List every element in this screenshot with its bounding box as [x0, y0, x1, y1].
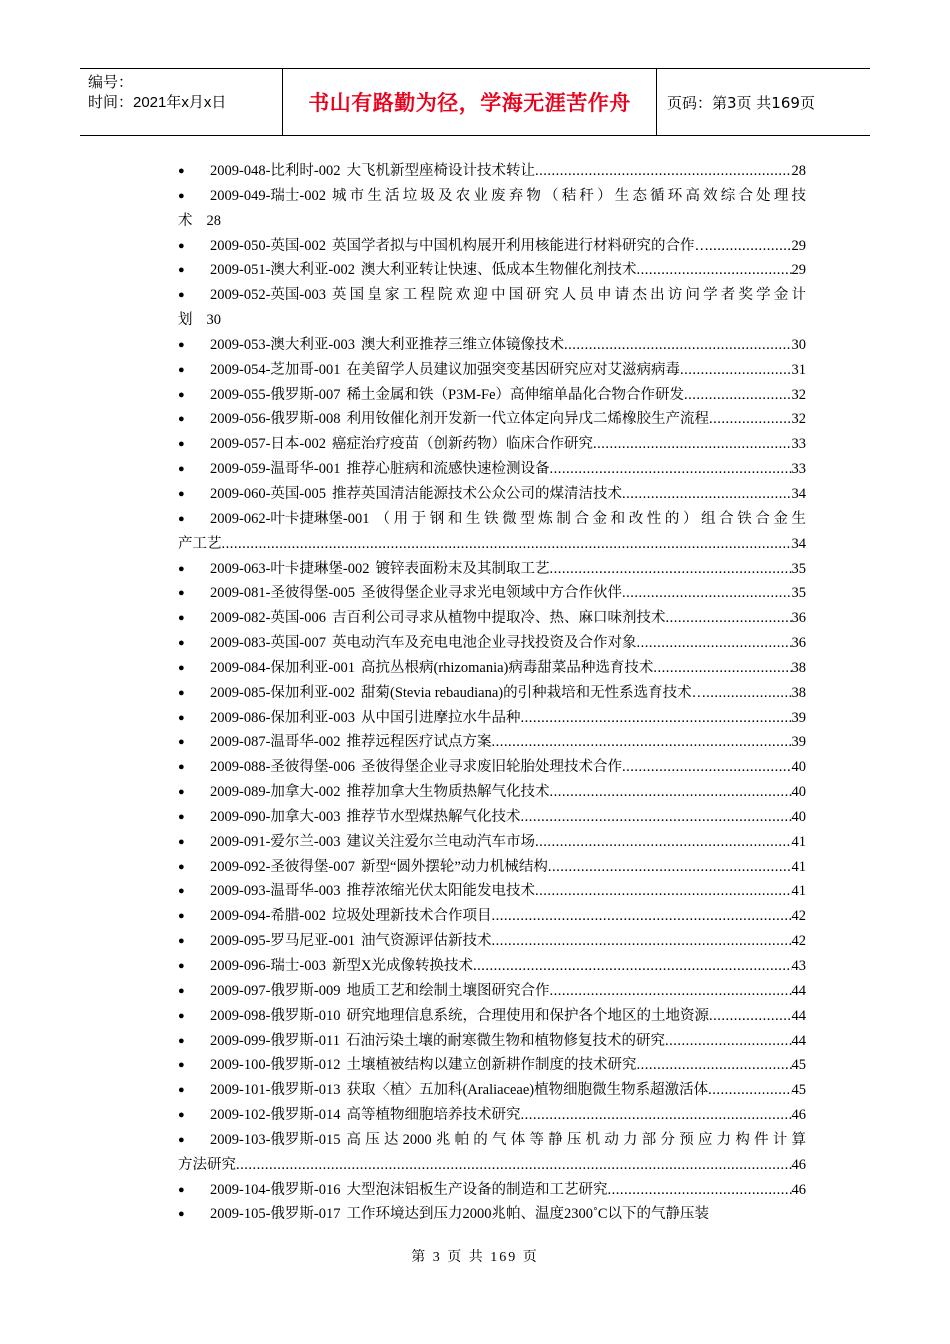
toc-dot-leader [666, 606, 792, 631]
toc-entry-line [178, 1078, 806, 1103]
toc-entry-page[interactable]: 34 [791, 485, 806, 502]
bullet-icon: ● [178, 189, 185, 202]
toc-entry-line [178, 979, 806, 1004]
toc-entry-title: 在美留学人员建议加强突变基因研究应对艾滋病病毒 [346, 361, 680, 378]
toc-entry-line [178, 780, 806, 805]
toc-entry-line [178, 755, 806, 780]
toc-dot-leader [492, 904, 792, 929]
toc-dot-leader [550, 780, 792, 805]
bullet-icon: ● [178, 686, 185, 699]
bullet-icon: ● [178, 910, 185, 923]
toc-entry-title: 工作环境达到压力2000兆帕、温度2300˚C以下的气静压装 [346, 1206, 709, 1223]
toc-dot-leader [709, 234, 792, 259]
bullet-icon: ● [178, 1133, 185, 1146]
document-number-label: 编号： [88, 74, 134, 91]
toc-entry[interactable] [178, 730, 806, 755]
toc-entry-page[interactable]: 32 [791, 411, 806, 428]
toc-dot-leader [521, 805, 792, 830]
toc-entry-title: 大飞机新型座椅设计技术转让 [346, 163, 535, 179]
toc-entry-line [178, 805, 806, 830]
toc-entry-title: 新型X光成像转换技术 [332, 958, 473, 974]
toc-entry-line [178, 904, 806, 929]
page-footer: 第 3 页 共 169 页 [411, 1250, 539, 1265]
toc-entry-title-continued: 划 [178, 312, 193, 329]
toc-entry-page[interactable]: 31 [791, 361, 806, 378]
toc-entry-line [178, 407, 806, 432]
toc-entry-line [178, 606, 806, 631]
toc-entry-code: 2009-063-叶卡捷琳堡-002 [210, 560, 370, 577]
toc-entry-continuation [178, 308, 806, 333]
toc-entry-code: 2009-057-日本-002 [210, 436, 326, 453]
toc-entry[interactable] [178, 1178, 806, 1203]
toc-entry-code: 2009-084-保加利亚-001 [210, 659, 355, 676]
toc-dot-leader [521, 706, 792, 731]
toc-entry[interactable] [178, 929, 806, 954]
toc-dot-leader [684, 383, 791, 408]
bullet-icon: ● [178, 1208, 185, 1221]
toc-entry-title-continued: 方法研究 [178, 1156, 236, 1173]
toc-entry-title: 推荐英国清洁能源技术公众公司的煤清洁技术 [332, 485, 622, 502]
toc-entry-page[interactable]: 29 [791, 237, 806, 254]
toc-entry-code: 2009-101-俄罗斯-013 [210, 1082, 341, 1099]
toc-entry-title: 高抗丛根病(rhizomania)病毒甜菜品种选育技术 [361, 659, 654, 676]
toc-entry-page[interactable]: 35 [791, 585, 806, 602]
toc-entry-line [178, 830, 806, 855]
bullet-icon: ● [178, 810, 185, 823]
header-motto: 书山有路勤为径，学海无涯苦作舟 [283, 69, 657, 135]
toc-entry-code: 2009-090-加拿大-003 [210, 808, 341, 825]
bullet-icon: ● [178, 960, 185, 972]
toc-entry[interactable] [178, 1078, 806, 1103]
toc-dot-leader [608, 1178, 792, 1203]
toc-entry-code: 2009-062-叶卡捷琳堡-001 [210, 510, 370, 527]
toc-entry-line [178, 383, 806, 408]
toc-entry-title: 城市生活垃圾及农业废弃物（秸秆）生态循环高效综合处理技 [332, 187, 806, 204]
toc-dot-leader [492, 929, 792, 954]
toc-dot-leader [637, 631, 792, 656]
toc-dot-leader [709, 407, 792, 432]
toc-entry-title: 石油污染土壤的耐寒微生物和植物修复技术的研究 [345, 1032, 665, 1049]
toc-entry[interactable] [178, 1128, 806, 1178]
toc-entry-page[interactable]: 28 [206, 212, 221, 229]
toc-dot-leader [236, 1153, 792, 1178]
toc-entry-line [178, 681, 806, 706]
toc-entry-title: 获取〈植〉五加科(Araliaceae)植物细胞微生物系超激活体 [346, 1082, 709, 1099]
bullet-icon: ● [178, 239, 185, 252]
bullet-icon: ● [178, 835, 185, 848]
bullet-icon: ● [178, 363, 185, 376]
toc-entry-page[interactable]: 46 [791, 1156, 806, 1173]
bullet-icon: ● [178, 612, 185, 625]
toc-entry[interactable] [178, 283, 806, 333]
toc-entry-code: 2009-051-澳大利亚-002 [210, 262, 355, 279]
bullet-icon: ● [178, 711, 185, 724]
toc-entry-page[interactable]: 28 [791, 163, 806, 179]
toc-entry-code: 2009-082-英国-006 [210, 610, 326, 627]
toc-entry-line [178, 333, 806, 358]
toc-entry-title: 研究地理信息系统，合理使用和保护各个地区的土地资源 [346, 1007, 709, 1024]
toc-entry[interactable] [178, 159, 806, 184]
toc-entry-page[interactable]: 33 [791, 461, 806, 478]
toc-dot-leader [535, 879, 792, 904]
toc-entry-continuation [178, 532, 806, 557]
toc-entry-code: 2009-060-英国-005 [210, 485, 326, 502]
toc-entry-line [178, 432, 806, 457]
toc-dot-leader [680, 358, 792, 383]
toc-entry-title-continued: 产工艺 [178, 535, 222, 552]
toc-entry[interactable] [178, 457, 806, 482]
toc-entry-code: 2009-055-俄罗斯-007 [210, 386, 341, 403]
toc-entry[interactable] [178, 1053, 806, 1078]
toc-entry-code: 2009-105-俄罗斯-017 [210, 1206, 341, 1223]
toc-entry-title: 从中国引进摩拉水牛品种 [361, 709, 521, 726]
toc-entry-page[interactable]: 42 [791, 933, 806, 950]
toc-entry[interactable] [178, 1103, 806, 1128]
toc-entry-code: 2009-096-瑞士-003 [210, 958, 326, 974]
toc-entry[interactable] [178, 358, 806, 383]
toc-entry-title: 高压达2000兆帕的气体等静压机动力部分预应力构件计算 [346, 1131, 806, 1148]
toc-entry[interactable] [178, 656, 806, 681]
toc-entry-page[interactable]: 46 [791, 1181, 806, 1198]
toc-dot-leader [535, 830, 792, 855]
toc-dot-leader [708, 1078, 791, 1103]
toc-entry[interactable] [178, 979, 806, 1004]
bullet-icon: ● [178, 984, 185, 997]
toc-entry-line [178, 656, 806, 681]
toc-entry-code: 2009-091-爱尔兰-003 [210, 833, 341, 850]
bullet-icon: ● [178, 885, 185, 898]
bullet-icon: ● [178, 413, 185, 426]
toc-entry-page[interactable]: 40 [791, 784, 806, 801]
toc-entry-page[interactable]: 36 [791, 635, 806, 652]
toc-entry-code: 2009-098-俄罗斯-010 [210, 1007, 341, 1024]
toc-entry-code: 2009-085-保加利亚-002 [210, 684, 355, 701]
bullet-icon: ● [178, 761, 185, 774]
toc-entry-line [178, 283, 806, 308]
toc-entry[interactable] [178, 258, 806, 283]
toc-dot-leader [665, 1029, 792, 1054]
toc-entry-page[interactable]: 30 [791, 336, 806, 353]
toc-entry-line [178, 954, 806, 979]
toc-entry-code: 2009-049-瑞士-002 [210, 187, 326, 204]
toc-entry-code: 2009-050-英国-002 [210, 237, 326, 254]
bullet-icon: ● [178, 165, 185, 177]
toc-entry-title: 甜菊(Stevia rebaudiana)的引种栽培和无性系选育技术… [361, 684, 707, 701]
toc-entry-line [178, 581, 806, 606]
toc-entry-page[interactable]: 42 [791, 908, 806, 925]
toc-dot-leader [564, 333, 792, 358]
toc-entry[interactable] [178, 954, 806, 979]
toc-entry-title: 癌症治疗疫苗（创新药物）临床合作研究 [332, 436, 593, 453]
toc-entry-line [178, 457, 806, 482]
toc-entry-title: 英国皇家工程院欢迎中国研究人员申请杰出访问学者奖学金计 [332, 287, 806, 304]
toc-entry-page[interactable]: 33 [791, 436, 806, 453]
toc-entry-code: 2009-048-比利时-002 [210, 163, 341, 179]
header-page-info: 页码：第3页 共169页 [667, 93, 815, 112]
toc-entry-title: 圣彼得堡企业寻求废旧轮胎处理技术合作 [361, 759, 622, 776]
toc-entry-line [178, 706, 806, 731]
toc-entry-title: 新型“圆外摆轮”动力机械结构 [361, 858, 548, 875]
toc-entry-line [178, 730, 806, 755]
toc-entry-page[interactable]: 30 [206, 312, 221, 329]
toc-entry-code: 2009-103-俄罗斯-015 [210, 1131, 341, 1148]
toc-entry-code: 2009-056-俄罗斯-008 [210, 411, 341, 428]
toc-entry-continuation [178, 209, 806, 234]
toc-entry-title: 利用钕催化剂开发新一代立体定向异戊二烯橡胶生产流程 [346, 411, 709, 428]
toc-entry-code: 2009-104-俄罗斯-016 [210, 1181, 341, 1198]
toc-entry-title: 垃圾处理新技术合作项目 [332, 908, 492, 925]
bullet-icon: ● [178, 786, 185, 799]
toc-dot-leader [709, 1004, 792, 1029]
toc-entry[interactable] [178, 234, 806, 259]
bullet-icon: ● [178, 338, 185, 351]
toc-dot-leader [637, 1053, 792, 1078]
toc-entry[interactable] [178, 830, 806, 855]
toc-entry[interactable] [178, 631, 806, 656]
toc-entry-continuation [178, 1153, 806, 1178]
header-table [80, 68, 870, 136]
toc-dot-leader [473, 954, 792, 979]
toc-entry[interactable] [178, 407, 806, 432]
toc-entry-code: 2009-093-温哥华-003 [210, 883, 341, 900]
toc-entry-title: 圣彼得堡企业寻求光电领域中方合作伙伴 [361, 585, 622, 602]
toc-entry[interactable] [178, 1029, 806, 1054]
toc-dot-leader [637, 258, 792, 283]
bullet-icon: ● [178, 289, 185, 302]
table-of-contents [178, 159, 806, 1227]
toc-entry-title: 推荐节水型煤热解气化技术 [346, 808, 521, 825]
bullet-icon: ● [178, 935, 185, 948]
bullet-icon: ● [178, 1183, 185, 1196]
document-date-label: 时间：2021年x月x日 [88, 94, 227, 111]
toc-entry-page[interactable]: 38 [791, 684, 806, 701]
bullet-icon: ● [178, 487, 185, 500]
toc-dot-leader [550, 457, 792, 482]
toc-entry-line [178, 1029, 806, 1054]
toc-entry-page[interactable]: 44 [791, 1007, 806, 1024]
toc-entry-page[interactable]: 32 [791, 386, 806, 403]
toc-entry-page[interactable]: 43 [791, 958, 806, 974]
bullet-icon: ● [178, 438, 185, 451]
toc-entry-line [178, 631, 806, 656]
bullet-icon: ● [178, 736, 185, 749]
toc-entry-title: 地质工艺和绘制土壤图研究合作 [346, 982, 550, 999]
bullet-icon: ● [178, 587, 185, 600]
toc-entry-page[interactable]: 41 [791, 858, 806, 875]
toc-entry-code: 2009-086-保加利亚-003 [210, 709, 355, 726]
bullet-icon: ● [178, 512, 185, 525]
toc-entry-code: 2009-052-英国-003 [210, 287, 326, 304]
toc-entry[interactable] [178, 805, 806, 830]
toc-entry-title: 英国学者拟与中国机构展开利用核能进行材料研究的合作… [332, 237, 709, 254]
toc-entry[interactable] [178, 1202, 806, 1227]
toc-entry-title: （用于钢和生铁微型炼制合金和改性的）组合铁合金生 [375, 510, 806, 527]
toc-dot-leader [550, 979, 792, 1004]
toc-entry[interactable] [178, 432, 806, 457]
toc-entry-title: 高等植物细胞培养技术研究 [346, 1107, 521, 1124]
toc-entry-line [178, 1004, 806, 1029]
toc-entry-line [178, 258, 806, 283]
toc-dot-leader [492, 730, 792, 755]
toc-entry-line [178, 507, 806, 532]
header-meta [80, 69, 283, 135]
toc-dot-leader [550, 557, 792, 582]
bullet-icon: ● [178, 1009, 185, 1022]
toc-entry[interactable] [178, 557, 806, 582]
toc-entry-code: 2009-097-俄罗斯-009 [210, 982, 341, 999]
toc-entry-line [178, 1178, 806, 1203]
toc-dot-leader [222, 532, 792, 557]
toc-entry-code: 2009-100-俄罗斯-012 [210, 1057, 341, 1074]
toc-entry[interactable] [178, 184, 806, 234]
toc-entry-page[interactable]: 44 [791, 982, 806, 999]
bullet-icon: ● [178, 661, 185, 674]
toc-entry-title: 稀土金属和铁（P3M-Fe）高伸缩单晶化合物合作研发 [346, 386, 685, 403]
toc-entry[interactable] [178, 855, 806, 880]
toc-entry-line [178, 855, 806, 880]
toc-entry-page[interactable]: 40 [791, 759, 806, 776]
toc-entry-page[interactable]: 45 [791, 1082, 806, 1099]
toc-dot-leader [521, 1103, 792, 1128]
toc-dot-leader [706, 681, 791, 706]
toc-entry-title: 推荐心脏病和流感快速检测设备 [346, 461, 550, 478]
toc-dot-leader [535, 159, 792, 184]
toc-entry[interactable] [178, 1004, 806, 1029]
bullet-icon: ● [178, 562, 185, 575]
toc-entry-code: 2009-087-温哥华-002 [210, 734, 341, 751]
toc-entry[interactable] [178, 581, 806, 606]
toc-entry-page[interactable]: 41 [791, 833, 806, 850]
toc-entry-title: 澳大利亚转让快速、低成本生物催化剂技术 [361, 262, 637, 279]
toc-entry-code: 2009-081-圣彼得堡-005 [210, 585, 355, 602]
toc-entry-title-continued: 术 [178, 212, 193, 229]
toc-entry[interactable] [178, 606, 806, 631]
toc-entry[interactable] [178, 333, 806, 358]
toc-entry-line [178, 358, 806, 383]
toc-entry-line [178, 879, 806, 904]
toc-entry-code: 2009-102-俄罗斯-014 [210, 1107, 341, 1124]
toc-entry[interactable] [178, 879, 806, 904]
toc-entry-code: 2009-095-罗马尼亚-001 [210, 933, 355, 950]
toc-entry-code: 2009-053-澳大利亚-003 [210, 336, 355, 353]
toc-entry-title: 澳大利亚推荐三维立体镜像技术 [361, 336, 564, 353]
bullet-icon: ● [178, 860, 185, 873]
toc-entry-line [178, 929, 806, 954]
bullet-icon: ● [178, 637, 185, 650]
toc-entry-title: 大型泡沫铝板生产设备的制造和工艺研究 [346, 1181, 608, 1198]
toc-entry-page[interactable]: 38 [791, 659, 806, 676]
toc-dot-leader [653, 656, 791, 681]
toc-entry-title: 吉百利公司寻求从植物中提取冷、热、麻口味剂技术 [332, 610, 666, 627]
toc-entry-page[interactable]: 39 [791, 734, 806, 751]
toc-dot-leader [622, 755, 792, 780]
toc-entry-code: 2009-059-温哥华-001 [210, 461, 341, 478]
toc-entry[interactable] [178, 706, 806, 731]
toc-entry[interactable] [178, 383, 806, 408]
toc-entry-code: 2009-089-加拿大-002 [210, 784, 341, 801]
toc-entry-page[interactable]: 34 [791, 535, 806, 552]
toc-entry-page[interactable]: 46 [791, 1107, 806, 1124]
toc-entry-line [178, 482, 806, 507]
toc-entry-page[interactable]: 39 [791, 709, 806, 726]
bullet-icon: ● [178, 463, 185, 476]
bullet-icon: ● [178, 264, 185, 277]
bullet-icon: ● [178, 1084, 185, 1097]
toc-dot-leader [593, 432, 792, 457]
toc-entry-line [178, 557, 806, 582]
toc-entry-title: 推荐浓缩光伏太阳能发电技术 [346, 883, 535, 900]
toc-entry-title: 建议关注爱尔兰电动汽车市场 [346, 833, 535, 850]
toc-entry-line [178, 1103, 806, 1128]
toc-entry-line [178, 159, 806, 184]
toc-entry-page[interactable]: 44 [791, 1032, 806, 1049]
toc-entry-title: 英电动汽车及充电电池企业寻找投资及合作对象 [332, 635, 637, 652]
toc-entry-page[interactable]: 29 [791, 262, 806, 279]
toc-entry-page[interactable]: 35 [791, 560, 806, 577]
toc-entry-line [178, 234, 806, 259]
toc-entry-code: 2009-054-芝加哥-001 [210, 361, 341, 378]
bullet-icon: ● [178, 1034, 185, 1047]
bullet-icon: ● [178, 1109, 185, 1122]
toc-entry-page[interactable]: 40 [791, 808, 806, 825]
toc-entry-code: 2009-092-圣彼得堡-007 [210, 858, 355, 875]
toc-entry-page[interactable]: 45 [791, 1057, 806, 1074]
toc-dot-leader [622, 581, 792, 606]
toc-dot-leader [622, 482, 792, 507]
toc-entry-line [178, 184, 806, 209]
toc-entry[interactable] [178, 780, 806, 805]
toc-entry-code: 2009-083-英国-007 [210, 635, 326, 652]
toc-entry-title: 推荐远程医疗试点方案 [346, 734, 492, 751]
toc-entry[interactable] [178, 681, 806, 706]
toc-entry[interactable] [178, 904, 806, 929]
toc-dot-leader [548, 855, 792, 880]
toc-entry-title: 油气资源评估新技术 [361, 933, 492, 950]
toc-entry-line [178, 1053, 806, 1078]
toc-entry-code: 2009-099-俄罗斯-011 [210, 1032, 340, 1049]
toc-entry[interactable] [178, 507, 806, 557]
toc-entry[interactable] [178, 755, 806, 780]
toc-entry-page[interactable]: 36 [791, 610, 806, 627]
toc-entry-line [178, 1128, 806, 1153]
toc-entry-title: 土壤植被结构以建立创新耕作制度的技术研究 [346, 1057, 637, 1074]
toc-entry-line [178, 1202, 806, 1227]
toc-entry-title: 镀锌表面粉末及其制取工艺 [375, 560, 550, 577]
bullet-icon: ● [178, 1059, 185, 1072]
toc-entry[interactable] [178, 482, 806, 507]
toc-entry-page[interactable]: 41 [791, 883, 806, 900]
toc-entry-code: 2009-088-圣彼得堡-006 [210, 759, 355, 776]
toc-entry-code: 2009-094-希腊-002 [210, 908, 326, 925]
toc-entry-title: 推荐加拿大生物质热解气化技术 [346, 784, 550, 801]
bullet-icon: ● [178, 388, 185, 401]
